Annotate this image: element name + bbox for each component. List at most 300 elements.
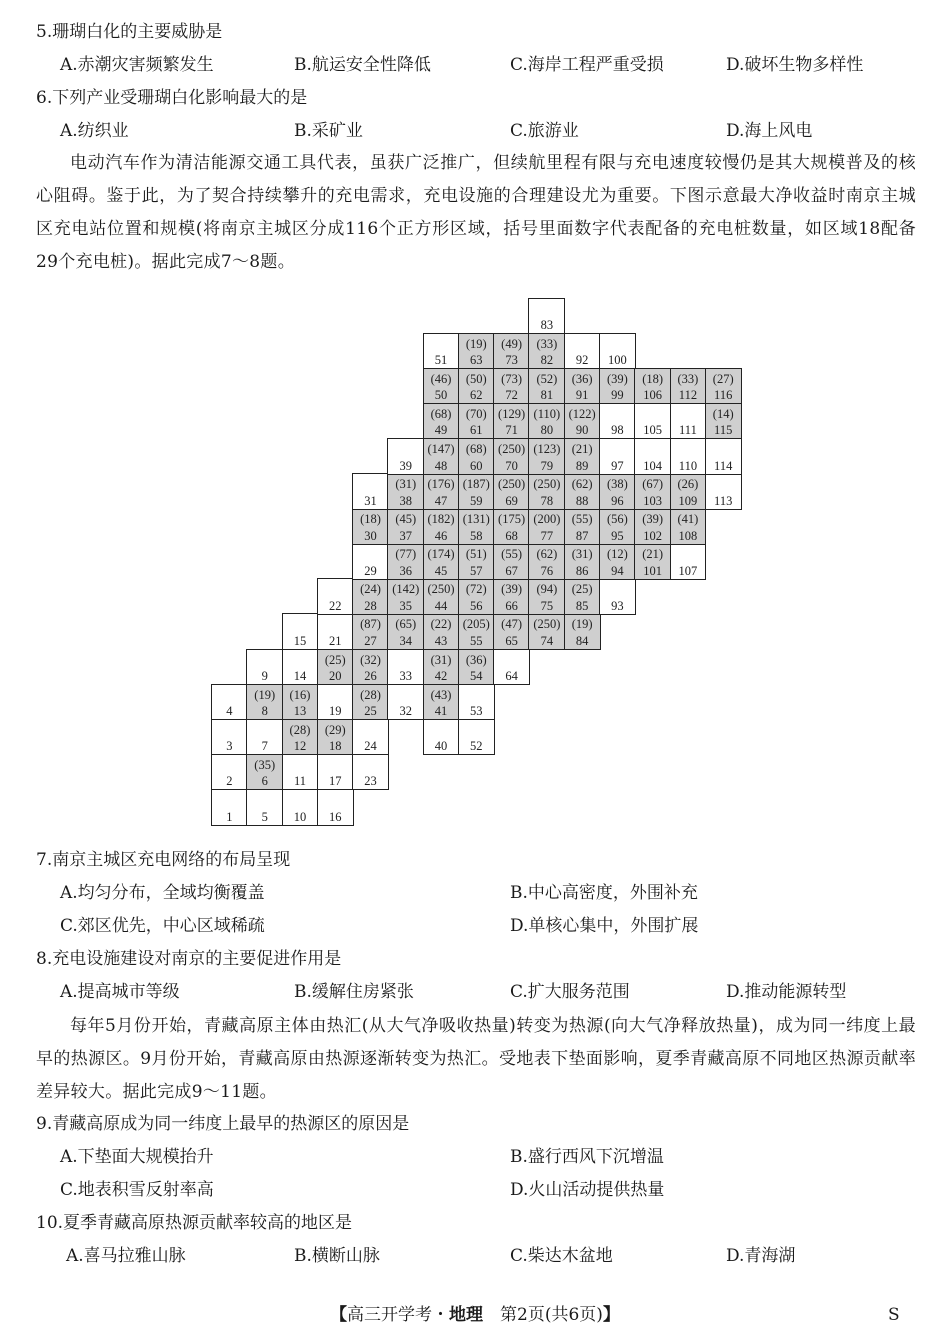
region-number: 107 [678, 563, 698, 578]
grid-region-8 [246, 684, 283, 721]
grid-region-95 [599, 508, 636, 545]
q10-option-d[interactable]: D.青海湖 [726, 1246, 796, 1266]
q9-option-a[interactable]: A.下垫面大规模抬升 [60, 1147, 214, 1167]
region-number: 10 [293, 809, 307, 824]
region-number: 11 [293, 774, 306, 789]
charging-pile-count: (38) [606, 477, 628, 491]
q10-option-c[interactable]: C.柴达木盆地 [510, 1246, 613, 1266]
charging-pile-count: (250) [533, 617, 561, 632]
grid-region-64 [493, 649, 530, 686]
q5-option-b[interactable]: B.航运安全性降低 [294, 55, 431, 75]
region-number: 35 [399, 598, 413, 613]
charging-pile-count: (250) [498, 477, 526, 491]
grid-region-87 [564, 508, 601, 545]
region-number: 38 [399, 493, 413, 508]
region-number: 41 [434, 704, 448, 719]
grid-region-81 [528, 368, 565, 405]
charging-pile-count: (12) [606, 547, 628, 562]
region-number: 21 [328, 634, 342, 649]
region-number: 63 [470, 353, 483, 368]
charging-pile-count: (18) [360, 512, 381, 527]
q5-option-c[interactable]: C.海岸工程严重受损 [510, 55, 664, 75]
charging-pile-count: (36) [465, 652, 487, 667]
grid-region-4 [211, 684, 248, 721]
region-number: 49 [434, 423, 448, 438]
region-number: 12 [293, 739, 307, 754]
region-number: 53 [470, 704, 483, 719]
grid-region-16 [317, 789, 354, 826]
charging-pile-count: (62) [536, 547, 558, 562]
grid-region-83 [528, 298, 565, 335]
grid-region-103 [634, 473, 671, 510]
region-number: 30 [364, 528, 377, 543]
region-number: 82 [540, 353, 554, 368]
grid-region-47 [423, 473, 460, 510]
charging-pile-count: (33) [536, 336, 558, 351]
charging-pile-count: (123) [533, 441, 561, 456]
grid-region-29 [352, 543, 389, 580]
charging-pile-count: (18) [642, 371, 664, 386]
grid-region-59 [458, 473, 495, 510]
region-number: 7 [261, 739, 268, 754]
grid-region-31 [352, 473, 389, 510]
grid-region-37 [387, 508, 424, 545]
charging-pile-count: (77) [395, 547, 417, 562]
charging-pile-count: (55) [501, 547, 522, 562]
charging-pile-count: (46) [430, 371, 452, 386]
region-number: 81 [540, 388, 554, 403]
region-number: 27 [364, 634, 377, 649]
grid-region-112 [670, 368, 707, 405]
charging-pile-count: (16) [289, 687, 311, 702]
grid-region-13 [282, 684, 319, 721]
grid-region-90 [564, 403, 601, 440]
region-number: 48 [434, 458, 448, 473]
grid-region-28 [352, 578, 389, 615]
region-number: 1 [226, 809, 233, 824]
region-number: 14 [293, 669, 307, 684]
question-7-stem: 7.南京主城区充电网络的布局呈现 [36, 850, 291, 870]
q10-option-b[interactable]: B.横断山脉 [294, 1246, 380, 1266]
region-number: 68 [505, 528, 518, 543]
charging-pile-count: (62) [571, 477, 593, 491]
region-number: 87 [575, 528, 589, 543]
grid-region-15 [282, 613, 319, 650]
charging-pile-count: (49) [501, 336, 522, 351]
charging-pile-count: (29) [324, 722, 346, 737]
charging-pile-count: (33) [677, 371, 699, 386]
charging-pile-count: (129) [498, 406, 526, 421]
grid-region-99 [599, 368, 636, 405]
grid-region-36 [387, 543, 424, 580]
grid-region-84 [564, 613, 601, 650]
region-number: 85 [575, 598, 589, 613]
grid-region-42 [423, 649, 460, 686]
region-number: 112 [678, 388, 698, 403]
grid-region-100 [599, 333, 636, 370]
grid-region-19 [317, 684, 354, 721]
charging-pile-count: (73) [501, 371, 522, 386]
region-number: 69 [505, 493, 518, 508]
grid-region-78 [528, 473, 565, 510]
grid-region-89 [564, 438, 601, 475]
grid-region-109 [670, 473, 707, 510]
grid-region-50 [423, 368, 460, 405]
grid-region-93 [599, 578, 636, 615]
region-number: 29 [364, 563, 377, 578]
charging-pile-count: (55) [571, 512, 593, 527]
region-number: 91 [575, 388, 589, 403]
region-number: 45 [434, 563, 448, 578]
grid-region-86 [564, 543, 601, 580]
grid-region-34 [387, 613, 424, 650]
charging-pile-count: (205) [462, 617, 490, 632]
grid-region-14 [282, 649, 319, 686]
footer-right-bracket: 】 [602, 1305, 620, 1325]
region-number: 34 [399, 634, 413, 649]
grid-region-85 [564, 578, 601, 615]
region-number: 71 [505, 423, 518, 438]
q8-option-a[interactable]: A.提高城市等级 [60, 982, 180, 1002]
charging-pile-count: (31) [571, 547, 593, 562]
charging-pile-count: (187) [462, 477, 490, 491]
grid-region-97 [599, 438, 636, 475]
region-number: 98 [611, 423, 624, 438]
region-number: 66 [505, 598, 518, 613]
charging-pile-count: (36) [571, 371, 593, 386]
region-number: 90 [575, 423, 589, 438]
region-number: 31 [364, 493, 377, 508]
q10-option-a[interactable]: A.喜马拉雅山脉 [66, 1246, 186, 1266]
grid-region-26 [352, 649, 389, 686]
charging-pile-count: (142) [392, 582, 420, 597]
grid-region-27 [352, 613, 389, 650]
charging-pile-count: (51) [465, 547, 487, 562]
footer-left-bracket: 【 [330, 1305, 348, 1325]
grid-region-20 [317, 649, 354, 686]
question-8-stem: 8.充电设施建设对南京的主要促进作用是 [36, 949, 342, 969]
q8-option-c[interactable]: C.扩大服务范围 [510, 982, 630, 1002]
region-number: 37 [399, 528, 413, 543]
region-number: 6 [261, 774, 268, 789]
region-number: 50 [434, 388, 448, 403]
region-number: 40 [434, 739, 448, 754]
grid-region-105 [634, 403, 671, 440]
q5-option-d[interactable]: D.破坏生物多样性 [726, 55, 864, 75]
page-footer [0, 1303, 950, 1327]
grid-region-2 [211, 754, 248, 791]
charging-pile-count: (31) [395, 477, 417, 491]
region-number: 110 [678, 458, 698, 473]
charging-pile-count: (24) [360, 582, 381, 597]
grid-region-3 [211, 719, 248, 756]
grid-region-68 [493, 508, 530, 545]
question-10-stem: 10.夏季青藏高原热源贡献率较高的地区是 [36, 1213, 353, 1233]
region-number: 3 [226, 739, 233, 754]
q9-option-d[interactable]: D.火山活动提供热量 [510, 1180, 665, 1200]
grid-region-54 [458, 649, 495, 686]
region-number: 84 [575, 634, 589, 649]
grid-region-106 [634, 368, 671, 405]
region-number: 58 [470, 528, 483, 543]
grid-region-111 [670, 403, 707, 440]
footer-version-code: S [888, 1305, 900, 1325]
q9-option-b[interactable]: B.盛行西风下沉增温 [510, 1147, 664, 1167]
region-number: 114 [714, 458, 733, 473]
grid-region-110 [670, 438, 707, 475]
charging-pile-count: (21) [571, 441, 593, 456]
grid-region-101 [634, 543, 671, 580]
grid-region-115 [705, 403, 742, 440]
grid-region-104 [634, 438, 671, 475]
grid-region-88 [564, 473, 601, 510]
grid-region-70 [493, 438, 530, 475]
charging-pile-count: (70) [465, 406, 487, 421]
charging-pile-count: (72) [465, 582, 487, 597]
grid-region-102 [634, 508, 671, 545]
region-number: 70 [505, 458, 518, 473]
region-number: 52 [470, 739, 483, 754]
question-5-stem: 5.珊瑚白化的主要威胁是 [36, 22, 223, 42]
q6-option-b[interactable]: B.采矿业 [294, 121, 363, 141]
region-number: 43 [434, 634, 448, 649]
region-number: 19 [328, 704, 342, 719]
region-number: 54 [470, 669, 483, 684]
charging-pile-count: (45) [395, 512, 417, 527]
region-number: 100 [608, 353, 627, 368]
charging-pile-count: (110) [533, 406, 561, 421]
region-number: 32 [399, 704, 413, 719]
question-9-stem: 9.青藏高原成为同一纬度上最早的热源区的原因是 [36, 1114, 410, 1134]
charging-pile-count: (67) [642, 477, 664, 491]
charging-pile-count: (200) [533, 512, 561, 527]
grid-region-60 [458, 438, 495, 475]
charging-pile-count: (39) [606, 371, 628, 386]
region-number: 75 [540, 598, 554, 613]
region-number: 109 [678, 493, 698, 508]
grid-region-1 [211, 789, 248, 826]
grid-region-11 [282, 754, 319, 791]
grid-region-56 [458, 578, 495, 615]
charging-pile-count: (19) [571, 617, 593, 632]
grid-region-52 [458, 719, 495, 756]
charging-pile-count: (176) [427, 477, 455, 491]
region-number: 2 [226, 774, 233, 789]
region-number: 5 [261, 809, 268, 824]
region-number: 94 [611, 563, 624, 578]
grid-region-49 [423, 403, 460, 440]
grid-region-9 [246, 649, 283, 686]
region-number: 62 [470, 388, 483, 403]
region-number: 23 [364, 774, 377, 789]
grid-region-73 [493, 333, 530, 370]
grid-region-33 [387, 649, 424, 686]
charging-pile-count: (28) [289, 722, 311, 737]
region-number: 17 [328, 774, 342, 789]
grid-region-116 [705, 368, 742, 405]
grid-region-39 [387, 438, 424, 475]
grid-region-45 [423, 543, 460, 580]
region-number: 59 [470, 493, 483, 508]
grid-region-51 [423, 333, 460, 370]
region-number: 103 [643, 493, 663, 508]
grid-region-7 [246, 719, 283, 756]
grid-region-114 [705, 438, 742, 475]
q6-option-a[interactable]: A.纺织业 [60, 121, 129, 141]
region-number: 111 [679, 423, 697, 438]
region-number: 13 [293, 704, 307, 719]
region-number: 74 [540, 634, 554, 649]
region-number: 115 [714, 423, 733, 438]
charging-pile-count: (68) [465, 441, 487, 456]
charging-pile-count: (35) [254, 757, 276, 772]
grid-region-38 [387, 473, 424, 510]
region-number: 65 [505, 634, 518, 649]
grid-region-108 [670, 508, 707, 545]
grid-region-25 [352, 684, 389, 721]
region-number: 93 [611, 598, 624, 613]
grid-region-44 [423, 578, 460, 615]
region-number: 95 [611, 528, 624, 543]
q7-option-b[interactable]: B.中心高密度，外围补充 [510, 883, 698, 903]
grid-region-66 [493, 578, 530, 615]
grid-region-82 [528, 333, 565, 370]
region-number: 113 [714, 493, 733, 508]
region-number: 102 [643, 528, 663, 543]
grid-region-55 [458, 613, 495, 650]
region-number: 4 [226, 704, 233, 719]
grid-region-41 [423, 684, 460, 721]
region-number: 77 [540, 528, 554, 543]
grid-region-67 [493, 543, 530, 580]
charging-pile-count: (21) [642, 547, 664, 562]
region-number: 97 [611, 458, 624, 473]
region-number: 116 [714, 388, 733, 403]
charging-pile-count: (50) [465, 371, 487, 386]
q7-option-c[interactable]: C.郊区优先，中心区域稀疏 [60, 916, 265, 936]
grid-region-71 [493, 403, 530, 440]
grid-region-61 [458, 403, 495, 440]
q7-option-a[interactable]: A.均匀分布，全域均衡覆盖 [60, 883, 265, 903]
charging-pile-count: (22) [430, 617, 452, 632]
q9-option-c[interactable]: C.地表积雪反射率高 [60, 1180, 214, 1200]
region-number: 108 [678, 528, 698, 543]
grid-region-10 [282, 789, 319, 826]
charging-pile-count: (122) [568, 406, 596, 421]
q6-option-d[interactable]: D.海上风电 [726, 121, 813, 141]
grid-region-21 [317, 613, 354, 650]
charging-pile-count: (27) [712, 371, 734, 386]
q5-option-a[interactable]: A.赤潮灾害频繁发生 [60, 55, 214, 75]
region-number: 79 [540, 458, 554, 473]
grid-region-96 [599, 473, 636, 510]
charging-pile-count: (19) [465, 336, 487, 351]
region-number: 36 [399, 563, 413, 578]
charging-pile-count: (175) [498, 512, 526, 527]
charging-pile-count: (52) [536, 371, 558, 386]
region-number: 20 [328, 669, 342, 684]
q8-option-b[interactable]: B.缓解住房紧张 [294, 982, 414, 1002]
grid-region-69 [493, 473, 530, 510]
region-number: 39 [399, 458, 413, 473]
region-number: 105 [643, 423, 663, 438]
grid-region-17 [317, 754, 354, 791]
charging-pile-count: (250) [533, 477, 561, 491]
q8-option-d[interactable]: D.推动能源转型 [726, 982, 847, 1002]
grid-region-76 [528, 543, 565, 580]
charging-pile-count: (65) [395, 617, 417, 632]
charging-pile-count: (147) [427, 441, 455, 456]
charging-pile-count: (68) [430, 406, 452, 421]
region-number: 80 [540, 423, 554, 438]
grid-region-46 [423, 508, 460, 545]
q6-option-c[interactable]: C.旅游业 [510, 121, 579, 141]
grid-region-75 [528, 578, 565, 615]
grid-region-92 [564, 333, 601, 370]
footer-exam-name: 高三开学考・ [347, 1305, 450, 1325]
passage-9-11: 每年5月份开始，青藏高原主体由热汇(从大气净吸收热量)转变为热源(向大气净释放热量)，成为同一纬度上最早的热源区。9月份开始，青藏高原由热源逐渐转变为热汇。受地表下垫面影响，夏季青藏高原不同地区热源贡献率差异较大。据此完成9～11题。 [36, 1016, 916, 1102]
charging-pile-count: (32) [360, 652, 381, 667]
region-number: 33 [399, 669, 413, 684]
charging-pile-count: (87) [360, 617, 381, 632]
charging-pile-count: (56) [606, 512, 628, 527]
region-number: 86 [575, 563, 589, 578]
grid-region-91 [564, 368, 601, 405]
grid-region-32 [387, 684, 424, 721]
grid-region-65 [493, 613, 530, 650]
region-number: 106 [643, 388, 663, 403]
region-number: 55 [470, 634, 483, 649]
region-number: 96 [611, 493, 624, 508]
region-number: 88 [575, 493, 589, 508]
charging-pile-count: (182) [427, 512, 455, 527]
region-number: 64 [505, 669, 518, 684]
grid-region-5 [246, 789, 283, 826]
region-number: 89 [575, 458, 589, 473]
region-number: 92 [575, 353, 589, 368]
grid-region-62 [458, 368, 495, 405]
passage-7-8: 电动汽车作为清洁能源交通工具代表，虽获广泛推广，但续航里程有限与充电速度较慢仍是其大规模普及的核心阻碍。鉴于此，为了契合持续攀升的充电需求，充电设施的合理建设尤为重要。下图示意最大净收益时南京主城区充电站位置和规模(将南京主城区分成116个正方形区域，括号里面数字代表配备的充电桩数量，如区域18配备29个充电桩)。据此完成7～8题。 [36, 153, 916, 272]
grid-region-30 [352, 508, 389, 545]
region-number: 104 [643, 458, 663, 473]
grid-region-18 [317, 719, 354, 756]
region-number: 76 [540, 563, 554, 578]
region-number: 26 [364, 669, 377, 684]
grid-region-23 [352, 754, 389, 791]
grid-region-53 [458, 684, 495, 721]
grid-region-48 [423, 438, 460, 475]
charging-pile-count: (26) [677, 477, 699, 491]
footer-subject: 地理 [449, 1305, 484, 1325]
region-number: 15 [293, 634, 307, 649]
region-number: 78 [540, 493, 554, 508]
region-number: 28 [364, 598, 377, 613]
charging-pile-count: (250) [427, 582, 455, 597]
region-number: 42 [434, 669, 448, 684]
grid-region-113 [705, 473, 742, 510]
charging-pile-count: (174) [427, 547, 455, 562]
region-number: 25 [364, 704, 377, 719]
grid-region-12 [282, 719, 319, 756]
region-number: 99 [611, 388, 624, 403]
charging-pile-count: (41) [677, 512, 699, 527]
q7-option-d[interactable]: D.单核心集中，外围扩展 [510, 916, 699, 936]
region-number: 83 [540, 318, 554, 333]
region-number: 44 [434, 598, 448, 613]
grid-region-57 [458, 543, 495, 580]
grid-region-98 [599, 403, 636, 440]
charging-pile-count: (25) [571, 582, 593, 597]
